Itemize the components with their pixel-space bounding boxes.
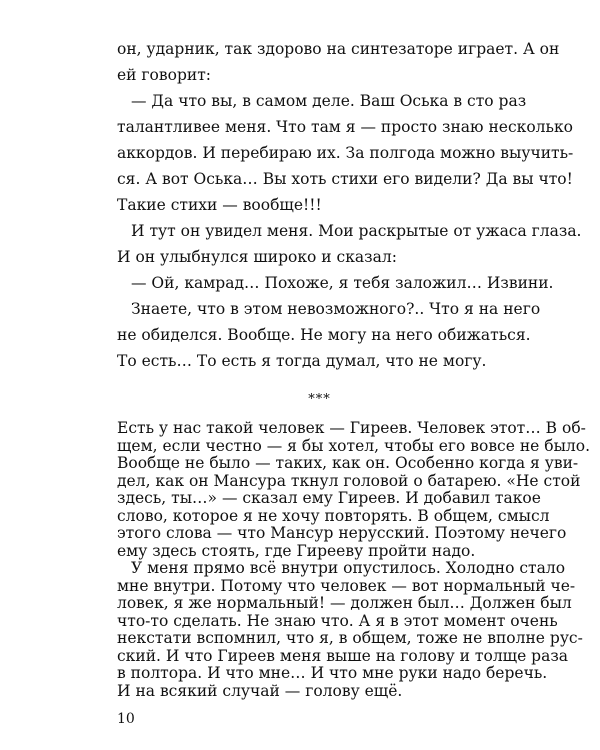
text-line: То есть… То есть я тогда думал, что не могу. — [117, 352, 487, 370]
text-line: талантливее меня. Что там я — просто знаю несколько — [117, 118, 573, 136]
text-line: ся. А вот Оська… Вы хоть стихи его видели? Да вы что! — [117, 170, 573, 188]
text-line: У меня прямо всё внутри опустилось. Холодно стало — [131, 559, 566, 577]
text-line: ловек, я же нормальный! — должен был… Должен был — [117, 594, 572, 612]
text-line: в полтора. И что мне… И что мне руки надо беречь. — [117, 664, 548, 682]
text-line: щем, если честно — я бы хотел, чтобы его вовсе не было. — [117, 436, 591, 455]
text-line: Знаете, что в этом невозможного?.. Что я на него — [131, 300, 541, 318]
text-line: некстати вспомнил, что я, в общем, тоже не вполне рус- — [117, 629, 583, 647]
text-line: ский. И что Гиреев меня выше на голову и толще раза — [117, 646, 569, 665]
section-divider: *** — [308, 392, 331, 407]
text-line: И он улыбнулся широко и сказал: — [117, 248, 397, 266]
text-line: Такие стихи — вообще!!! — [117, 196, 322, 214]
text-line: он, ударник, так здорово на синтезаторе играет. А он — [117, 40, 560, 58]
text-line: Вообще не было — таких, как он. Особенно когда я уви- — [117, 454, 579, 472]
text-line: дел, как он Мансура ткнул головой о батарею. «Не стой — [117, 471, 581, 490]
text-line: — Ой, камрад… Похоже, я тебя заложил… Извини. — [131, 274, 554, 292]
page-number: 10 — [117, 711, 135, 727]
text-line: И на всякий случай — голову ещё. — [117, 681, 403, 700]
text-line: мне внутри. Потому что человек — вот нормальный че- — [117, 576, 576, 595]
text-line: этого слова — что Мансур нерусский. Поэтому нечего — [117, 524, 567, 542]
text-line: ему здесь стоять, где Гирееву пройти надо. — [117, 541, 476, 560]
text-line: аккордов. И перебираю их. За полгода можно выучить- — [117, 144, 574, 162]
text-line: ей говорит: — [117, 66, 211, 84]
text-line: что-то сделать. Не знаю что. А я в этот момент очень — [117, 611, 558, 630]
text-line: не обиделся. Вообще. Не могу на него обижаться. — [117, 326, 531, 344]
text-line: слово, которое я не хочу повторять. В общем, смысл — [117, 506, 550, 525]
text-line: И тут он увидел меня. Мои раскрытые от ужаса глаза. — [131, 222, 582, 240]
text-line: здесь, ты…» — сказал ему Гиреев. И добавил такое — [117, 489, 541, 507]
text-line: Есть у нас такой человек — Гиреев. Человек этот… В об- — [117, 419, 586, 437]
text-line: — Да что вы, в самом деле. Ваш Оська в сто раз — [131, 92, 527, 110]
